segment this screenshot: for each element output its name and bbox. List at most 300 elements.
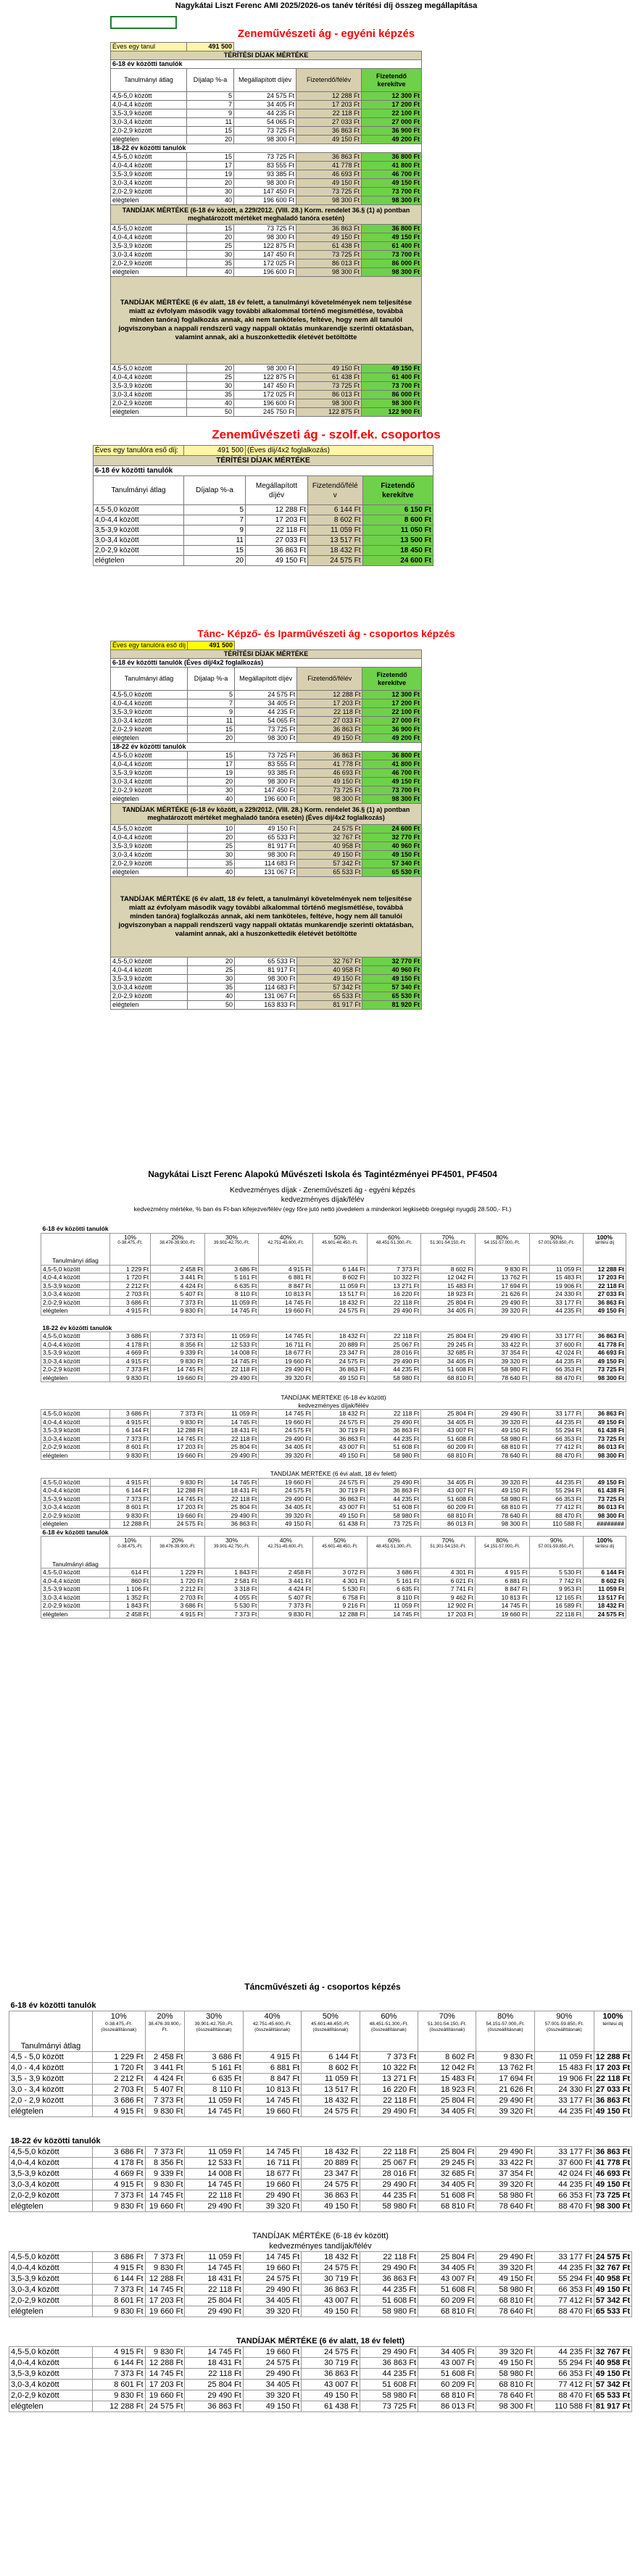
cell-value: 147 450 Ft bbox=[235, 786, 297, 795]
cell-value: 61 400 Ft bbox=[362, 373, 422, 382]
table-row bbox=[111, 153, 422, 162]
p2-tand-a: TANDÍJAK MÉRTÉKE (6-18 év között) bbox=[281, 1394, 386, 1401]
cell-value: 11 059 Ft bbox=[204, 1332, 259, 1341]
s1-table bbox=[110, 42, 422, 417]
cell-value: 49 150 Ft bbox=[594, 2106, 631, 2117]
cell-value: 66 353 Ft bbox=[529, 1366, 584, 1374]
cell-value: 9 830 Ft bbox=[110, 1374, 151, 1382]
income-range: 57.001-59.850,-Ft. bbox=[538, 1241, 575, 1245]
cell-value: 9 830 Ft bbox=[145, 2263, 185, 2274]
cell-value: 15 483 Ft bbox=[418, 2074, 476, 2085]
rowhead: Tanulmányi átlag bbox=[41, 1537, 110, 1569]
cell-value: 12 165 Ft bbox=[529, 1593, 584, 1602]
cell-value: 24 575 Ft bbox=[302, 2347, 360, 2358]
discount-col-head bbox=[313, 1233, 368, 1265]
table-row bbox=[111, 127, 422, 136]
cell-value: 49 150 Ft bbox=[584, 1478, 626, 1487]
cell-value: 36 863 Ft bbox=[367, 1426, 421, 1435]
cell-value: 24 575 Ft bbox=[259, 1426, 313, 1435]
cell-value: 29 490 Ft bbox=[475, 1298, 529, 1307]
cell-value: 29 490 Ft bbox=[360, 2106, 418, 2117]
discount-pct: 50% bbox=[333, 1537, 347, 1544]
cell-value: 36 863 Ft bbox=[296, 127, 362, 136]
cell-value: 49 150 Ft bbox=[594, 2180, 631, 2190]
cell-value: 3 686 Ft bbox=[110, 1410, 151, 1418]
cell-value: 44 235 Ft bbox=[367, 1366, 421, 1374]
discount-pct: 60% bbox=[387, 1233, 400, 1241]
cell-value: 65 533 Ft bbox=[297, 992, 362, 1001]
cell-value: 78 640 Ft bbox=[476, 2306, 534, 2317]
row-label: 3,5-3,9 között bbox=[9, 2369, 93, 2380]
cell-value: 29 490 Ft bbox=[360, 2263, 418, 2274]
p2-sub3: kedvezmény mértéke, % ban és Ft-ban kifejezve/félév (egy főre jutó nettó jövedelem a mindenkori legkisebb öregségi nyugdíj 28.500,- Ft.) bbox=[133, 1205, 512, 1213]
cell-value: 55 294 Ft bbox=[534, 2274, 594, 2285]
discount-col-head bbox=[529, 1537, 584, 1569]
cell-value: 66 353 Ft bbox=[534, 2369, 594, 2380]
cell-value: 65 533 Ft bbox=[594, 2390, 631, 2401]
cell-value: 20 bbox=[188, 834, 235, 842]
cell-value: 12 533 Ft bbox=[204, 1340, 259, 1349]
cell-value: 6 144 Ft bbox=[307, 505, 362, 515]
cell-value: 33 422 Ft bbox=[476, 2158, 534, 2169]
cell-value: 14 008 Ft bbox=[185, 2169, 243, 2180]
cell-value: 43 007 Ft bbox=[302, 2295, 360, 2306]
cell-value: 8 602 Ft bbox=[421, 1265, 476, 1274]
cell-value: 4 915 Ft bbox=[110, 1478, 151, 1487]
cell-value: 7 373 Ft bbox=[367, 1265, 421, 1274]
cell-value: 24 575 Ft bbox=[313, 1357, 368, 1366]
row-label: 3,5-3,9 között bbox=[111, 382, 187, 391]
cell-value: 3 686 Ft bbox=[110, 1332, 151, 1341]
cell-value: 4 915 Ft bbox=[93, 2263, 146, 2274]
col-head: Megállapított díjév bbox=[235, 668, 297, 691]
cell-value: 14 745 Ft bbox=[243, 2252, 301, 2263]
cell-value: 12 288 Ft bbox=[584, 1265, 626, 1274]
table-row bbox=[111, 1001, 422, 1010]
cell-value: 11 059 Ft bbox=[584, 1585, 626, 1594]
cell-value: 49 150 Ft bbox=[297, 778, 362, 786]
cell-value: 4 669 Ft bbox=[110, 1349, 151, 1358]
cell-value: 22 118 Ft bbox=[529, 1610, 584, 1619]
table-row bbox=[41, 1410, 626, 1418]
cell-value: 19 906 Ft bbox=[529, 1281, 584, 1290]
cell-value: 21 626 Ft bbox=[475, 1290, 529, 1299]
table-row bbox=[41, 1374, 626, 1382]
cell-value: 12 288 Ft bbox=[296, 92, 362, 101]
cell-value: 34 405 Ft bbox=[421, 1418, 476, 1426]
cell-value: 29 490 Ft bbox=[476, 2252, 534, 2263]
cell-value: 41 800 Ft bbox=[362, 760, 422, 769]
table-row bbox=[9, 2095, 632, 2106]
income-range: 45.601-48.450,-Ft. bbox=[322, 1241, 358, 1245]
cell-value: 18 432 Ft bbox=[302, 2252, 360, 2263]
cell-value: 44 235 Ft bbox=[360, 2190, 418, 2201]
cell-value: 114 683 Ft bbox=[235, 860, 297, 868]
cell-value: 11 bbox=[187, 118, 234, 127]
cell-value: 14 745 Ft bbox=[151, 1495, 205, 1503]
cell-value: 20 bbox=[188, 734, 235, 743]
cell-value: 46 693 Ft bbox=[594, 2169, 631, 2180]
cell-value: 77 412 Ft bbox=[529, 1503, 584, 1512]
cell-value: 24 575 Ft bbox=[302, 2263, 360, 2274]
cell-value: 93 385 Ft bbox=[235, 769, 297, 778]
cell-value: 86 013 Ft bbox=[418, 2401, 476, 2412]
discount-col-head bbox=[360, 2011, 418, 2052]
row-label: 3,0-3,4 között bbox=[111, 851, 188, 860]
cell-value: 49 150 Ft bbox=[594, 2369, 631, 2380]
cell-value: 19 660 Ft bbox=[151, 1511, 205, 1520]
income-range: 45.601-48.450,-Ft. (összeállításnak) bbox=[311, 2022, 350, 2032]
table-row bbox=[41, 1610, 626, 1619]
table-row bbox=[111, 391, 422, 399]
table-row bbox=[41, 1593, 626, 1602]
cell-value: 29 490 Ft bbox=[204, 1511, 259, 1520]
row-label: 4,5-5,0 között bbox=[9, 2147, 93, 2158]
cell-value: 55 294 Ft bbox=[529, 1426, 584, 1435]
discount-col-head bbox=[145, 2011, 185, 2052]
cell-value: 24 575 Ft bbox=[594, 2252, 631, 2263]
cell-value: 17 203 Ft bbox=[421, 1610, 476, 1619]
cell-value: 4 915 Ft bbox=[151, 1610, 205, 1619]
cell-value: 4 915 Ft bbox=[93, 2347, 146, 2358]
row-label: 2,0-2,9 között bbox=[111, 786, 188, 795]
cell-value: 37 354 Ft bbox=[476, 2169, 534, 2180]
cell-value: 65 533 Ft bbox=[235, 957, 297, 966]
table-row bbox=[41, 1418, 626, 1426]
cell-value: 196 600 Ft bbox=[234, 399, 296, 408]
cell-value: 30 719 Ft bbox=[313, 1487, 368, 1495]
discount-pct: 70% bbox=[439, 2012, 455, 2021]
cell-value: 18 923 Ft bbox=[421, 1290, 476, 1299]
cell-value: 34 405 Ft bbox=[418, 2180, 476, 2190]
cell-value: 15 bbox=[188, 752, 235, 760]
cell-value: 98 300 Ft bbox=[296, 268, 362, 277]
cell-value: 61 438 Ft bbox=[296, 373, 362, 382]
discount-col-head bbox=[243, 2011, 301, 2052]
cell-value: 6 144 Ft bbox=[313, 1265, 368, 1274]
cell-value: 24 330 Ft bbox=[529, 1290, 584, 1299]
cell-value: 13 762 Ft bbox=[475, 1274, 529, 1282]
cell-value: 29 490 Ft bbox=[259, 1366, 313, 1374]
cell-value: 49 200 Ft bbox=[362, 734, 422, 743]
cell-value: 73 700 Ft bbox=[362, 188, 422, 196]
cell-value: 68 810 Ft bbox=[421, 1374, 476, 1382]
cell-value: 29 490 Ft bbox=[243, 2190, 301, 2201]
cell-value: 36 863 Ft bbox=[594, 2147, 631, 2158]
cell-value: 6 881 Ft bbox=[259, 1274, 313, 1282]
p3-tand-b: TANDÍJAK MÉRTÉKE (6 év alatt, 18 év felett) bbox=[236, 2337, 405, 2346]
col-head: Tanulmányi átlag bbox=[111, 69, 187, 92]
cell-value: 16 220 Ft bbox=[367, 1290, 421, 1299]
table-row bbox=[41, 1443, 626, 1452]
cell-value: 88 470 Ft bbox=[529, 1451, 584, 1460]
rowhead: Tanulmányi átlag bbox=[9, 2011, 93, 2052]
cell-value: 22 118 Ft bbox=[584, 1281, 626, 1290]
cell-value: 8 601 Ft bbox=[93, 2380, 146, 2390]
cell-value: 14 745 Ft bbox=[259, 1332, 313, 1341]
cell-value: 58 980 Ft bbox=[360, 2306, 418, 2317]
cell-value: 25 804 Ft bbox=[418, 2147, 476, 2158]
cell-value: 36 863 Ft bbox=[302, 2369, 360, 2380]
row-label: 3,0-3,4 között bbox=[9, 2285, 93, 2295]
row-label: 4,0-4,4 között bbox=[111, 760, 188, 769]
cell-value: 68 810 Ft bbox=[418, 2201, 476, 2212]
income-range: 39.901-42.750,-Ft. (összeállításnak) bbox=[194, 2022, 233, 2032]
cell-value: 2 703 Ft bbox=[93, 2085, 146, 2095]
income-range: 51.301-54.150,-Ft. bbox=[430, 1241, 466, 1245]
row-label: elégtelen bbox=[9, 2306, 93, 2317]
cell-value: 2 458 Ft bbox=[259, 1569, 313, 1577]
row-label: 3,5-3,9 között bbox=[41, 1281, 110, 1290]
table-row bbox=[9, 2180, 632, 2190]
cell-value: 4 669 Ft bbox=[93, 2169, 146, 2180]
table-row bbox=[9, 2169, 632, 2180]
row-label: 4,5-5,0 között bbox=[111, 957, 188, 966]
age-18-22-label: 18-22 év közötti tanulók bbox=[111, 144, 422, 153]
table-row bbox=[94, 546, 433, 556]
table-row bbox=[111, 842, 422, 851]
discount-col-head bbox=[204, 1537, 259, 1569]
discount-pct: 20% bbox=[171, 1233, 184, 1241]
cell-value: 25 bbox=[187, 242, 234, 251]
cell-value: 29 490 Ft bbox=[367, 1418, 421, 1426]
cell-value: 9 830 Ft bbox=[93, 2201, 146, 2212]
table-row bbox=[9, 2252, 632, 2263]
table-row bbox=[111, 786, 422, 795]
s3-age-6-label: 6-18 év közötti tanulók (Éves díj/4x2 foglalkozás) bbox=[111, 659, 422, 668]
cell-value: 3 686 Ft bbox=[151, 1602, 205, 1611]
cell-value: 5 407 Ft bbox=[145, 2085, 185, 2095]
cell-value: 49 150 Ft bbox=[362, 179, 422, 188]
cell-value: 22 118 Ft bbox=[204, 1495, 259, 1503]
cell-value: 15 bbox=[187, 153, 234, 162]
cell-value: 4 301 Ft bbox=[313, 1576, 368, 1585]
cell-value: 17 203 Ft bbox=[151, 1503, 205, 1512]
cell-value: 86 013 Ft bbox=[584, 1503, 626, 1512]
cell-value: 98 300 Ft bbox=[234, 365, 296, 373]
cell-value: 25 804 Ft bbox=[421, 1298, 476, 1307]
cell-value: 29 490 Ft bbox=[367, 1307, 421, 1316]
cell-value: 24 575 Ft bbox=[235, 691, 297, 699]
cell-value: 27 033 Ft bbox=[246, 536, 308, 546]
cell-value: 44 235 Ft bbox=[235, 708, 297, 717]
col-head: Díjalap %-a bbox=[188, 668, 235, 691]
cell-value: 60 209 Ft bbox=[418, 2295, 476, 2306]
discount-pct: 90% bbox=[549, 1233, 563, 1241]
cell-value: 34 405 Ft bbox=[418, 2263, 476, 2274]
income-range: 42.751-45.600,-Ft. bbox=[267, 1544, 304, 1549]
discount-pct: 30% bbox=[206, 2012, 223, 2021]
income-range: 54.151-57.000,-Ft. bbox=[484, 1241, 520, 1245]
table-row bbox=[41, 1602, 626, 1611]
discount-col-head bbox=[584, 1233, 626, 1265]
cell-value: 3 441 Ft bbox=[151, 1274, 205, 1282]
cell-value: 86 013 Ft bbox=[296, 391, 362, 399]
cell-value: 46 693 Ft bbox=[296, 170, 362, 179]
cell-value: 51 608 Ft bbox=[360, 2295, 418, 2306]
cell-value: 49 150 Ft bbox=[313, 1374, 368, 1382]
table-row bbox=[41, 1576, 626, 1585]
cell-value: 29 490 Ft bbox=[204, 1451, 259, 1460]
row-label: elégtelen bbox=[9, 2401, 93, 2412]
cell-value: 23 347 Ft bbox=[313, 1349, 368, 1358]
cell-value: 4 915 Ft bbox=[110, 1418, 151, 1426]
cell-value: 17 203 Ft bbox=[584, 1274, 626, 1282]
cell-value: 17 203 Ft bbox=[297, 699, 362, 708]
table-row bbox=[9, 2295, 632, 2306]
cell-value: 24 600 Ft bbox=[362, 825, 422, 834]
cell-value: 36 863 Ft bbox=[360, 2274, 418, 2285]
discount-col-head bbox=[93, 2011, 146, 2052]
row-label: 3,0-3,4 között bbox=[111, 717, 188, 726]
cell-value: 8 601 Ft bbox=[110, 1443, 151, 1452]
cell-value: 55 294 Ft bbox=[529, 1487, 584, 1495]
cell-value: 29 490 Ft bbox=[185, 2390, 243, 2401]
cell-value: 78 640 Ft bbox=[475, 1451, 529, 1460]
row-label: 3,0-3,4 között bbox=[111, 984, 188, 992]
cell-value: 30 bbox=[187, 188, 234, 196]
cell-value: 10 813 Ft bbox=[475, 1593, 529, 1602]
row-label: 2,0-2,9 között bbox=[9, 2390, 93, 2401]
cell-value: 65 530 Ft bbox=[362, 868, 422, 877]
cell-value: 78 640 Ft bbox=[475, 1374, 529, 1382]
cell-value: 41 778 Ft bbox=[297, 760, 362, 769]
table-row bbox=[41, 1569, 626, 1577]
cell-value: 50 bbox=[187, 408, 234, 417]
cell-value: 18 923 Ft bbox=[418, 2085, 476, 2095]
cell-value: 29 245 Ft bbox=[418, 2158, 476, 2169]
cell-value: 14 745 Ft bbox=[259, 1410, 313, 1418]
cell-value: 24 575 Ft bbox=[145, 2401, 185, 2412]
cell-value: 36 863 Ft bbox=[297, 752, 362, 760]
table-row bbox=[41, 1520, 626, 1529]
table-row bbox=[41, 1307, 626, 1316]
cell-value: 10 322 Ft bbox=[367, 1274, 421, 1282]
cell-value: 58 980 Ft bbox=[367, 1451, 421, 1460]
table-row bbox=[111, 373, 422, 382]
cell-value: 36 900 Ft bbox=[362, 127, 422, 136]
cell-value: 68 810 Ft bbox=[475, 1443, 529, 1452]
cell-value: 43 007 Ft bbox=[313, 1503, 368, 1512]
table-row bbox=[41, 1298, 626, 1307]
cell-value: 33 177 Ft bbox=[529, 1332, 584, 1341]
cell-value: 10 322 Ft bbox=[360, 2063, 418, 2074]
cell-value: 81 917 Ft bbox=[235, 842, 297, 851]
cell-value: 12 288 Ft bbox=[145, 2274, 185, 2285]
cell-value: 29 490 Ft bbox=[185, 2201, 243, 2212]
cell-value: 44 235 Ft bbox=[529, 1478, 584, 1487]
cell-value: 14 745 Ft bbox=[204, 1478, 259, 1487]
row-label: 3,5-3,9 között bbox=[111, 170, 187, 179]
cell-value: 9 339 Ft bbox=[151, 1349, 205, 1358]
table-row bbox=[111, 196, 422, 205]
cell-value: 40 958 Ft bbox=[297, 966, 362, 975]
cell-value: 25 bbox=[188, 842, 235, 851]
cell-value: 78 640 Ft bbox=[476, 2201, 534, 2212]
cell-value: 55 294 Ft bbox=[534, 2358, 594, 2369]
table-row bbox=[41, 1281, 626, 1290]
cell-value: 20 bbox=[188, 957, 235, 966]
cell-value: 12 288 Ft bbox=[145, 2358, 185, 2369]
s3-title: Tánc- Képző- és Iparművészeti ág - csoportos képzés bbox=[197, 628, 455, 639]
s1-title: Zeneművészeti ág - egyéni képzés bbox=[237, 28, 415, 40]
row-label: 4,5-5,0 között bbox=[41, 1410, 110, 1418]
cell-value: 57 340 Ft bbox=[362, 860, 422, 868]
cell-value: 3 686 Ft bbox=[185, 2052, 243, 2063]
cell-value: 14 745 Ft bbox=[185, 2347, 243, 2358]
table-row bbox=[111, 708, 422, 717]
cell-value: 68 810 Ft bbox=[476, 2380, 534, 2390]
row-label: 4,0-4,4 között bbox=[111, 699, 188, 708]
table-row bbox=[41, 1451, 626, 1460]
p2-age18: 18-22 év közötti tanulók bbox=[42, 1324, 112, 1331]
cell-value: 29 490 Ft bbox=[259, 1434, 313, 1443]
cell-value: 98 300 Ft bbox=[475, 1520, 529, 1529]
cell-value: 44 235 Ft bbox=[360, 2285, 418, 2295]
cell-value: 86 013 Ft bbox=[296, 259, 362, 268]
cell-value: 14 745 Ft bbox=[367, 1610, 421, 1619]
cell-value: 49 150 Ft bbox=[475, 1487, 529, 1495]
discount-pct: 40% bbox=[264, 2012, 281, 2021]
table-row bbox=[111, 92, 422, 101]
row-label: elégtelen bbox=[111, 408, 187, 417]
cell-value: 196 600 Ft bbox=[234, 196, 296, 205]
row-label: 3,0-3,4 között bbox=[41, 1503, 110, 1512]
row-label: 4,5-5,0 között bbox=[41, 1478, 110, 1487]
cell-value: 1 229 Ft bbox=[151, 1569, 205, 1577]
cell-value: 5 bbox=[188, 691, 235, 699]
cell-value: 49 150 Ft bbox=[362, 233, 422, 242]
cell-value: 66 353 Ft bbox=[529, 1495, 584, 1503]
cell-value: 98 300 Ft bbox=[584, 1511, 626, 1520]
cell-value: 44 235 Ft bbox=[367, 1434, 421, 1443]
cell-value: 2 703 Ft bbox=[110, 1290, 151, 1299]
table-row bbox=[111, 851, 422, 860]
cell-value: 9 830 Ft bbox=[145, 2106, 185, 2117]
discount-pct: 80% bbox=[496, 1233, 509, 1241]
p3-age18: 18-22 év közötti tanulók bbox=[10, 2137, 101, 2145]
cell-value: 34 405 Ft bbox=[243, 2295, 301, 2306]
cell-value: 7 742 Ft bbox=[529, 1576, 584, 1585]
discount-col-head bbox=[313, 1537, 368, 1569]
cell-value: 20 bbox=[187, 365, 234, 373]
cell-value: 24 575 Ft bbox=[313, 1418, 368, 1426]
cell-value: 36 800 Ft bbox=[362, 153, 422, 162]
cell-value: 4 915 Ft bbox=[93, 2180, 146, 2190]
s3-band: TÉRÍTÉSI DÍJAK MÉRTÉKE bbox=[111, 650, 422, 659]
cell-value: 18 432 Ft bbox=[302, 2095, 360, 2106]
cell-value: 5 bbox=[184, 505, 246, 515]
cell-value: 41 778 Ft bbox=[584, 1340, 626, 1349]
discount-pct: 40% bbox=[279, 1233, 292, 1241]
cell-value: 81 917 Ft bbox=[297, 1001, 362, 1010]
s2-table bbox=[93, 445, 433, 566]
cell-value: 24 330 Ft bbox=[534, 2085, 594, 2095]
p2-tand-b: TANDÍJAK MÉRTÉKE (6 évi alatt, 18 év felett) bbox=[270, 1470, 397, 1477]
cell-value: 43 007 Ft bbox=[418, 2358, 476, 2369]
cell-value: 34 405 Ft bbox=[421, 1307, 476, 1316]
discount-col-head bbox=[302, 2011, 360, 2052]
row-label: 4,5-5,0 között bbox=[9, 2252, 93, 2263]
cell-value: 1 720 Ft bbox=[93, 2063, 146, 2074]
cell-value: 6 144 Ft bbox=[110, 1487, 151, 1495]
cell-value: 2 212 Ft bbox=[110, 1281, 151, 1290]
cell-value: 3 686 Ft bbox=[204, 1265, 259, 1274]
cell-value: 6 635 Ft bbox=[204, 1281, 259, 1290]
cell-value: 3 686 Ft bbox=[93, 2252, 146, 2263]
row-label: 3,0-3,4 között bbox=[41, 1593, 110, 1602]
income-range: 48.451-51.300,-Ft. bbox=[376, 1241, 412, 1245]
